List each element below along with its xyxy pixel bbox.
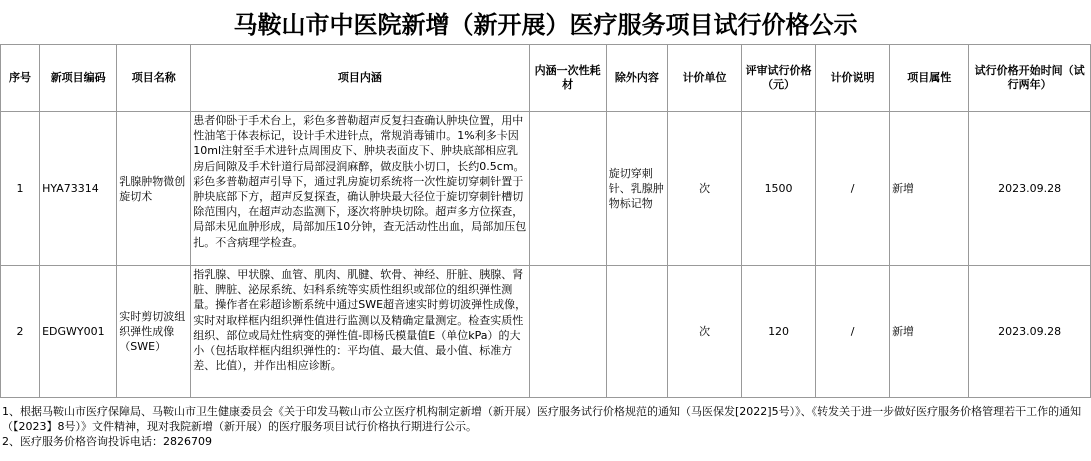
cell-start: 2023.09.28 [969,266,1091,398]
cell-no: 2 [1,266,40,398]
cell-note: / [816,266,890,398]
cell-consumables [529,112,606,266]
cell-name: 实时剪切波组织弹性成像（SWE） [117,266,191,398]
header-start: 试行价格开始时间（试行两年） [969,45,1091,112]
cell-exclusions [606,266,667,398]
cell-price: 1500 [742,112,816,266]
header-price: 评审试行价格（元） [742,45,816,112]
footer-line-1: 1、根据马鞍山市医疗保障局、马鞍山市卫生健康委员会《关于印发马鞍山市公立医疗机构制定新增（新开展）医疗服务试行价格规范的通知（马医保发[2022]5号）》、《转发关于进一步做好医疗服务价格管理若干工作的通知（【2023】8号）》文件精神，现对我院新增（新开展）的医疗服务项目试行价格执行期进行公示。 [2,405,1082,433]
header-note: 计价说明 [816,45,890,112]
cell-code: HYA73314 [40,112,117,266]
cell-consumables [529,266,606,398]
table-header-row [1,45,1091,112]
header-attribute: 项目属性 [890,45,969,112]
cell-attribute: 新增 [890,266,969,398]
header-exclusions: 除外内容 [606,45,667,112]
header-consumables: 内涵一次性耗材 [529,45,606,112]
cell-unit: 次 [668,266,742,398]
cell-note: / [816,112,890,266]
cell-content: 指乳腺、甲状腺、血管、肌肉、肌腱、软骨、神经、肝脏、胰腺、肾脏、脾脏、泌尿系统、妇科系统等实质性组织或部位的组织弹性测量。操作者在彩超诊断系统中通过SWE超音速实时剪切波弹性成像，实时对取样框内组织弹性值进行监测以及精确定量测定。检查实质性组织、部位或局灶性病变的弹性值-即杨氏模量值E（单位kPa）的大小（包括取样框内组织弹性的：平均值、最大值、最小值、标准方差、比值），并作出相应诊断。 [191,266,529,398]
cell-start: 2023.09.28 [969,112,1091,266]
price-table [0,44,1091,398]
header-content: 项目内涵 [191,45,529,112]
cell-content: 患者仰卧于手术台上，彩色多普勒超声反复扫查确认肿块位置，用中性油笔于体表标记，设计手术进针点，常规消毒铺巾。1%利多卡因10ml注射至手术进针点周围皮下、肿块表面皮下、肿块底部相应乳房后间隙及手术针道行局部浸润麻醉，做皮肤小切口，长约0.5cm。彩色多普勒超声引导下，通过乳房旋切系统将一次性旋切穿刺针置于肿块底部下方，超声反复探查，确认肿块最大径位于旋切穿刺针槽切除范围内，在超声动态监测下，逐次将肿块切除。超声多方位探查，局部未见血肿形成，局部加压10分钟，查无活动性出血，局部加压包扎。不含病理学检查。 [191,112,529,266]
page-title: 马鞍山市中医院新增（新开展）医疗服务项目试行价格公示 [0,0,1091,45]
cell-code: EDGWY001 [40,266,117,398]
cell-price: 120 [742,266,816,398]
header-no: 序号 [1,45,40,112]
cell-attribute: 新增 [890,112,969,266]
cell-exclusions: 旋切穿刺针、乳腺肿物标记物 [606,112,667,266]
cell-unit: 次 [668,112,742,266]
cell-no: 1 [1,112,40,266]
table-row [1,112,1091,266]
header-name: 项目名称 [117,45,191,112]
table-row [1,266,1091,398]
cell-name: 乳腺肿物微创旋切术 [117,112,191,266]
footer-line-2: 2、医疗服务价格咨询投诉电话：2826709 [2,435,212,448]
header-code: 新项目编码 [40,45,117,112]
header-unit: 计价单位 [668,45,742,112]
footer-notes [2,404,1087,449]
